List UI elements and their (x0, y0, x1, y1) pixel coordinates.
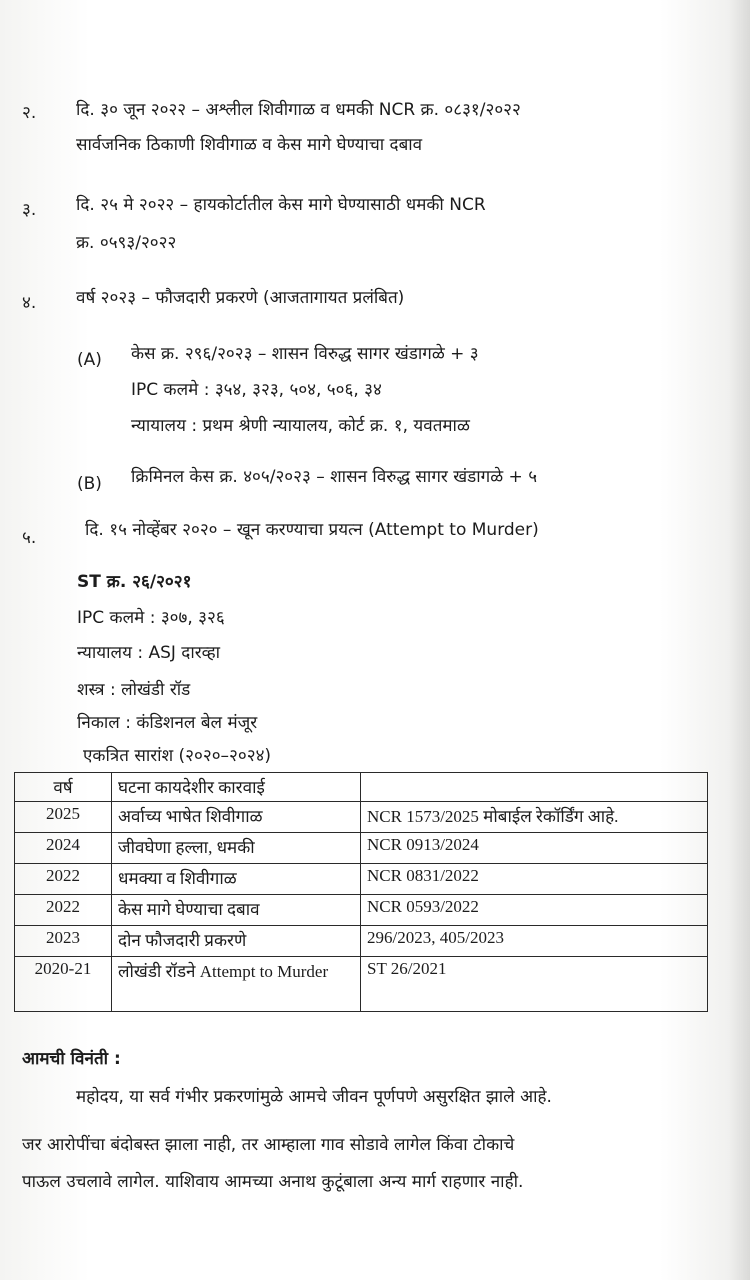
sub-label: (A) (77, 350, 102, 370)
cell-year: 2022 (15, 895, 112, 926)
request-paragraph: महोदय, या सर्व गंभीर प्रकरणांमुळे आमचे जीवन पूर्णपणे असुरक्षित झाले आहे. (76, 1087, 552, 1107)
table-row (15, 802, 708, 833)
case-ipc: IPC कलमे : ३०७, ३२६ (77, 608, 225, 628)
cell-year: 2022 (15, 864, 112, 895)
item-line: दि. २५ मे २०२२ – हायकोर्टातील केस मागे घेण्यासाठी धमकी NCR (76, 195, 486, 215)
header-year: वर्ष (15, 773, 112, 802)
cell-event: लोखंडी रॉडने Attempt to Murder (112, 957, 361, 1012)
table-row (15, 895, 708, 926)
cell-action: NCR 0913/2024 (361, 833, 708, 864)
cell-action: 296/2023, 405/2023 (361, 926, 708, 957)
cell-year: 2025 (15, 802, 112, 833)
page-edge-shadow (728, 0, 750, 1280)
cell-year: 2023 (15, 926, 112, 957)
table-header-row (15, 773, 708, 802)
table-row (15, 957, 708, 1012)
request-heading: आमची विनंती : (22, 1049, 121, 1069)
cell-event: अर्वाच्य भाषेत शिवीगाळ (112, 802, 361, 833)
cell-year: 2020-21 (15, 957, 112, 1012)
cell-action: ST 26/2021 (361, 957, 708, 1012)
cell-action: NCR 0593/2022 (361, 895, 708, 926)
summary-table (14, 772, 708, 1012)
item-line: दि. ३० जून २०२२ – अश्लील शिवीगाळ व धमकी NCR क्र. ०८३१/२०२२ (76, 100, 521, 120)
case-weapon: शस्त्र : लोखंडी रॉड (77, 680, 191, 700)
header-action (361, 773, 708, 802)
item-number: ४. (22, 293, 37, 313)
cell-event: केस मागे घेण्याचा दबाव (112, 895, 361, 926)
sub-line: क्रिमिनल केस क्र. ४०५/२०२३ – शासन विरुद्ध सागर खंडागळे + ५ (131, 467, 538, 487)
table-row (15, 926, 708, 957)
item-line: क्र. ०५९३/२०२२ (76, 233, 177, 253)
request-paragraph: जर आरोपींचा बंदोबस्त झाला नाही, तर आम्हाला गाव सोडावे लागेल किंवा टोकाचे (22, 1135, 515, 1155)
table-row (15, 833, 708, 864)
case-court: न्यायालय : ASJ दारव्हा (77, 643, 221, 663)
item-line: दि. १५ नोव्हेंबर २०२० – खून करण्याचा प्रयत्न (Attempt to Murder) (85, 520, 539, 540)
table-row (15, 864, 708, 895)
cell-action: NCR 0831/2022 (361, 864, 708, 895)
case-verdict: निकाल : कंडिशनल बेल मंजूर (77, 713, 258, 733)
cell-year: 2024 (15, 833, 112, 864)
cell-event: जीवघेणा हल्ला, धमकी (112, 833, 361, 864)
summary-title: एकत्रित सारांश (२०२०–२०२४) (83, 746, 272, 766)
item-line: वर्ष २०२३ – फौजदारी प्रकरणे (आजतागायत प्रलंबित) (76, 288, 405, 308)
sub-label: (B) (77, 474, 102, 494)
item-number: ५. (22, 528, 37, 548)
case-st: ST क्र. २६/२०२१ (77, 572, 192, 592)
cell-event: दोन फौजदारी प्रकरणे (112, 926, 361, 957)
header-event: घटना कायदेशीर कारवाई (112, 773, 361, 802)
item-number: ३. (22, 200, 37, 220)
cell-action: NCR 1573/2025 मोबाईल रेकॉर्डिंग आहे. (361, 802, 708, 833)
item-number: २. (22, 103, 37, 123)
cell-event: धमक्या व शिवीगाळ (112, 864, 361, 895)
request-paragraph: पाऊल उचलावे लागेल. याशिवाय आमच्या अनाथ कुटूंबाला अन्य मार्ग राहणार नाही. (22, 1172, 524, 1192)
item-line: सार्वजनिक ठिकाणी शिवीगाळ व केस मागे घेण्याचा दबाव (76, 135, 423, 155)
sub-line: IPC कलमे : ३५४, ३२३, ५०४, ५०६, ३४ (131, 380, 382, 400)
sub-line: न्यायालय : प्रथम श्रेणी न्यायालय, कोर्ट क्र. १, यवतमाळ (131, 416, 470, 436)
sub-line: केस क्र. २९६/२०२३ – शासन विरुद्ध सागर खंडागळे + ३ (131, 344, 479, 364)
